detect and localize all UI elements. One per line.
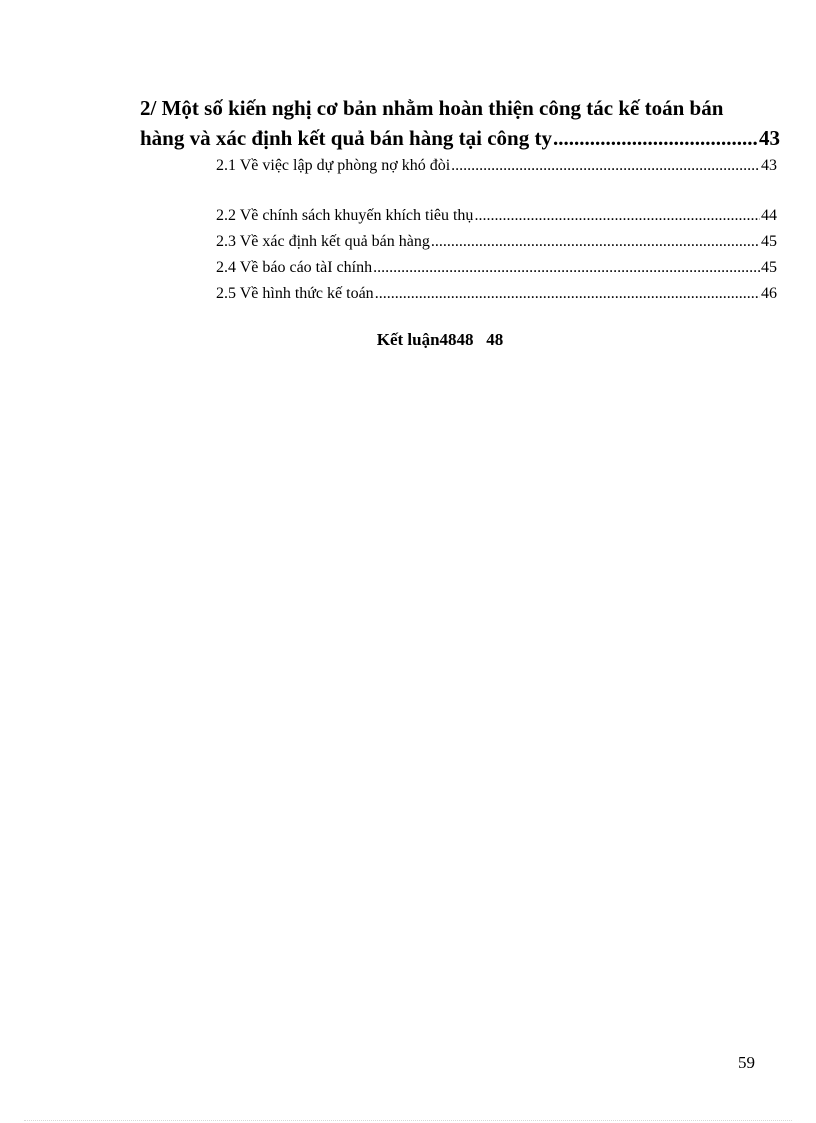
toc-subentry-label: 2.4 Về báo cáo tàI chính (216, 259, 373, 276)
dot-leader (375, 281, 760, 307)
toc-subentry-page: 44 (761, 207, 777, 224)
toc-subentry-label: 2.1 Về việc lập dự phòng nợ khó đòi (216, 157, 451, 174)
toc-subentry-page: 45 (761, 233, 777, 250)
toc-entry-title-line1: 2/ Một số kiến nghị cơ bản nhằm hoàn thiện công tác kế toán bán (140, 96, 724, 120)
dot-leader (553, 123, 758, 153)
toc-subentry-page: 46 (761, 285, 777, 302)
dot-leader (373, 255, 760, 281)
dot-leader (451, 153, 760, 179)
page-number: 59 (738, 1053, 755, 1072)
dot-leader (474, 203, 760, 229)
toc-subentry-2-3[interactable] (216, 229, 777, 255)
toc-subentry-label: 2.5 Về hình thức kế toán (216, 285, 374, 302)
toc-subentry-2-1[interactable] (216, 153, 777, 179)
page-bottom-divider (24, 1120, 792, 1121)
toc-entry-conclusion[interactable]: Kết luận4848 48 (376, 330, 504, 349)
dot-leader (431, 229, 760, 255)
toc-subentry-2-2[interactable] (216, 203, 777, 229)
toc-entry-2[interactable] (140, 93, 780, 153)
toc-subentry-2-4[interactable] (216, 255, 777, 281)
toc-subentry-label: 2.3 Về xác định kết quả bán hàng (216, 233, 430, 250)
toc-entry-page: 43 (759, 126, 780, 150)
toc-subentry-page: 43 (761, 157, 777, 174)
toc-subentry-2-5[interactable] (216, 281, 777, 307)
subsection-list (216, 153, 777, 307)
toc-subentry-label: 2.2 Về chính sách khuyến khích tiêu thụ (216, 207, 474, 224)
toc-entry-title-line2-row (140, 123, 780, 153)
toc-entry-title-line2: hàng và xác định kết quả bán hàng tại công ty (140, 126, 552, 150)
toc-subentry-page: 45 (761, 259, 777, 276)
